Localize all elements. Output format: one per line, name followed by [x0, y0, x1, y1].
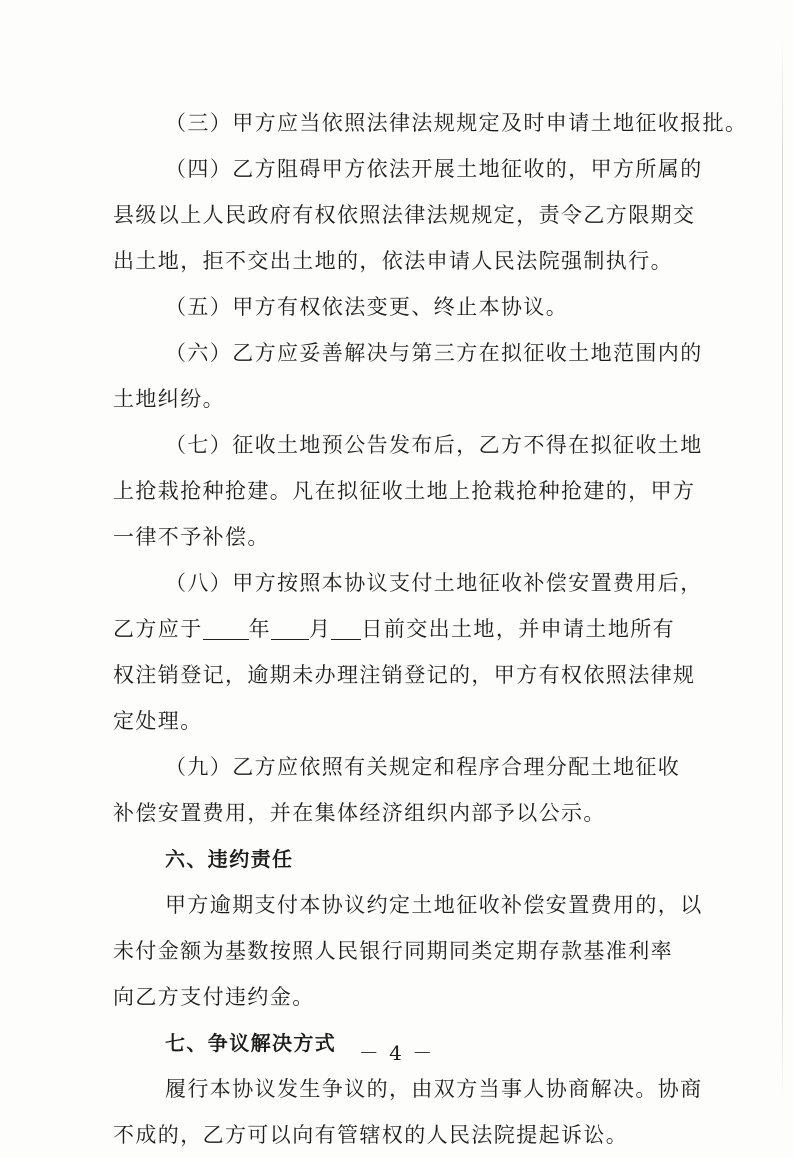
- clause-7-line-3: 一律不予补偿。: [113, 525, 270, 549]
- clause-8-line-2: [113, 606, 693, 652]
- year-label: 年: [248, 617, 272, 641]
- clause-4-line-2: 县级以上人民政府有权依照法律法规规定，责令乙方限期交: [113, 203, 696, 227]
- section-7-heading: 七、争议解决方式: [165, 1031, 337, 1055]
- section-7-line-2: 不成的，乙方可以向有管辖权的人民法院提起诉讼。: [113, 1123, 629, 1147]
- section-6-line-3: 向乙方支付违约金。: [113, 985, 315, 1009]
- clause-5-line: （五）甲方有权依法变更、终止本协议。: [165, 295, 569, 319]
- clause-9-line-1: （九）乙方应依照有关规定和程序合理分配土地征收: [165, 755, 681, 779]
- section-7-line-1: 履行本协议发生争议的，由双方当事人协商解决。协商: [165, 1077, 703, 1101]
- section-6-line-2: 未付金额为基数按照人民银行同期同类定期存款基准利率: [113, 939, 673, 963]
- month-blank: [271, 615, 309, 640]
- deadline-prefix: 乙方应于: [113, 617, 203, 641]
- year-blank: [203, 615, 249, 640]
- clause-8-line-1: （八）甲方按照本协议支付土地征收补偿安置费用后，: [165, 571, 703, 595]
- day-blank: [331, 615, 361, 640]
- section-6-heading: 六、违约责任: [165, 847, 294, 871]
- document-body: [113, 100, 748, 1158]
- clause-7-line-1: （七）征收土地预公告发布后，乙方不得在拟征收土地: [165, 433, 703, 457]
- clause-7-line-2: 上抢栽抢种抢建。凡在拟征收土地上抢栽抢种抢建的，甲方: [113, 479, 696, 503]
- clause-6-line-2: 土地纠纷。: [113, 387, 225, 411]
- deadline-suffix: 日前交出土地，并申请土地所有: [361, 617, 676, 641]
- clause-4-line-3: 出土地，拒不交出土地的，依法申请人民法院强制执行。: [113, 249, 673, 273]
- clause-9-line-2: 补偿安置费用，并在集体经济组织内部予以公示。: [113, 801, 606, 825]
- clause-3-line: （三）甲方应当依照法律法规规定及时申请土地征收报批。: [165, 111, 748, 135]
- scan-edge-line: [782, 40, 783, 1100]
- section-6-line-1: 甲方逾期支付本协议约定土地征收补偿安置费用的，以: [165, 893, 703, 917]
- clause-4-line-1: （四）乙方阻碍甲方依法开展土地征收的，甲方所属的: [165, 157, 703, 181]
- clause-6-line-1: （六）乙方应妥善解决与第三方在拟征收土地范围内的: [165, 341, 703, 365]
- month-label: 月: [309, 617, 332, 641]
- page-number: － 4 －: [358, 1041, 435, 1065]
- clause-8-line-3: 权注销登记，逾期未办理注销登记的，甲方有权依照法律规: [113, 663, 696, 687]
- clause-8-line-4: 定处理。: [113, 709, 203, 733]
